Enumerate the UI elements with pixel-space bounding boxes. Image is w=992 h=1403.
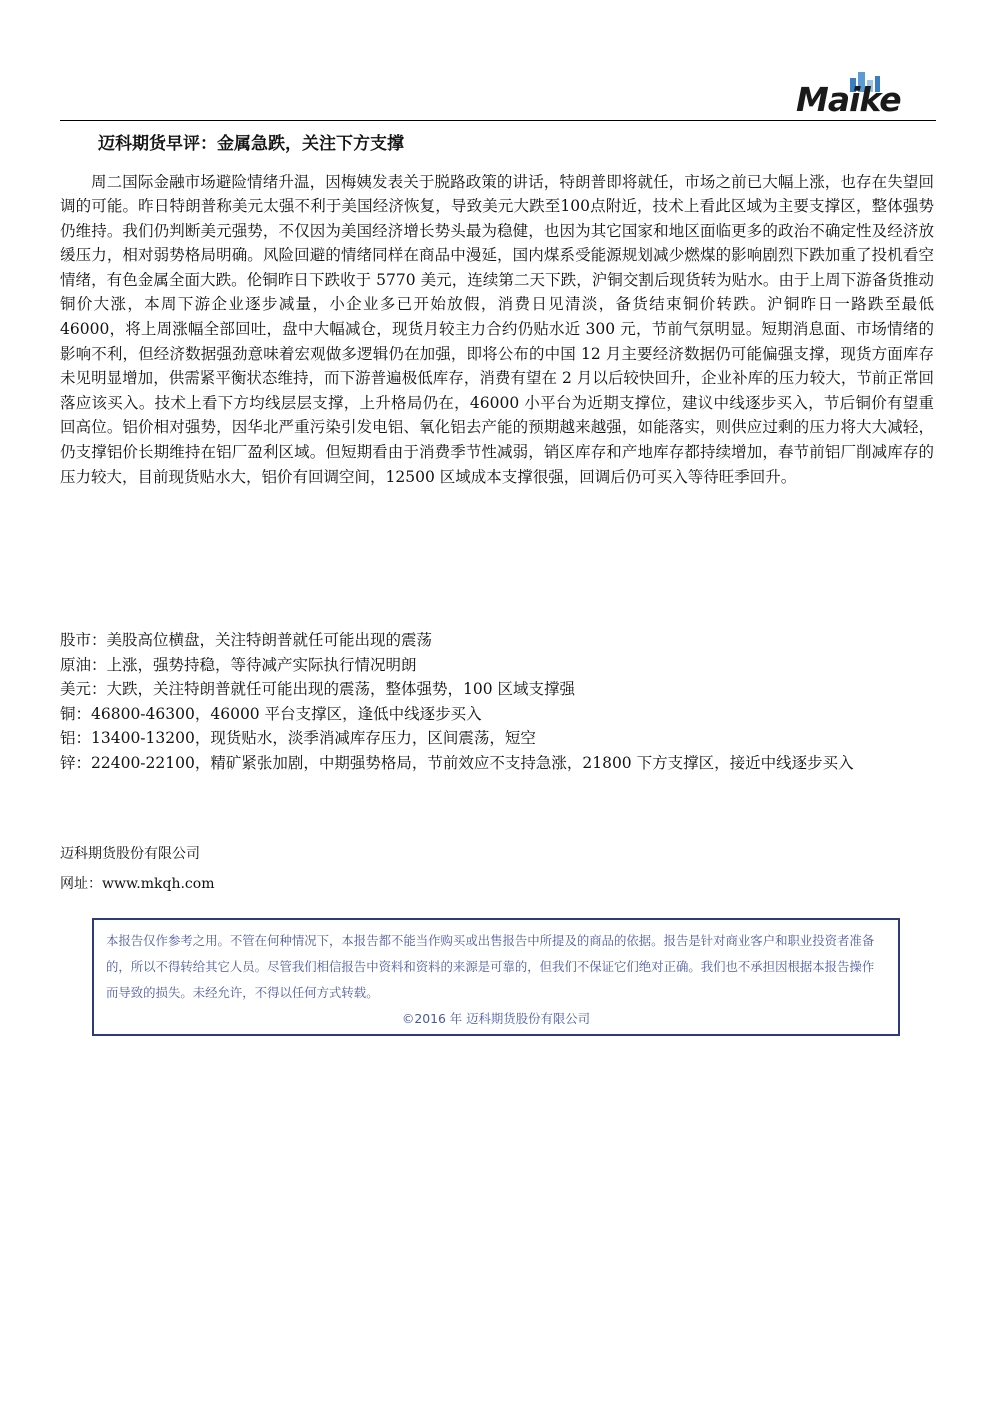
copyright-notice: ©2016 年 迈科期货股份有限公司: [401, 1011, 591, 1026]
disclaimer-text: 本报告仅作参考之用。不管在何种情况下，本报告都不能当作购买或出售报告中所提及的商品的依据。报告是针对商业客户和职业投资者准备的，所以不得转给其它人员。尽管我们相信报告中资料和资料的来源是可靠的，但我们不保证它们绝对正确。我们也不承担因根据本报告操作而导致的损失。未经允许，不得以任何方式转载。: [106, 933, 875, 1000]
summary-zinc: 锌：22400-22100，精矿紧张加剧，中期强势格局，节前效应不支持急涨，21800 下方支撑区，接近中线逐步买入: [60, 753, 854, 772]
market-summary: [60, 628, 934, 776]
document-title: 迈科期货早评：金属急跌，关注下方支撑: [98, 134, 404, 154]
company-name: 迈科期货股份有限公司: [60, 846, 200, 862]
summary-crude-oil: 原油：上涨，强势持稳，等待减产实际执行情况明朗: [60, 655, 417, 674]
logo-wordmark: Maike: [796, 80, 901, 119]
header-divider: [60, 120, 936, 121]
summary-usd: 美元：大跌，关注特朗普就任可能出现的震荡，整体强势，100 区域支撑强: [60, 680, 576, 699]
company-logo: [790, 70, 940, 120]
summary-copper: 铜：46800-46300，46000 平台支撑区，逢低中线逐步买入: [60, 704, 482, 723]
disclaimer-box: [92, 918, 900, 1036]
summary-aluminum: 铝：13400-13200，现货贴水，淡季消减库存压力，区间震荡，短空: [60, 729, 536, 748]
company-info: [60, 839, 214, 899]
commentary-paragraph: 周二国际金融市场避险情绪升温，因梅姨发表关于脱路政策的讲话，特朗普即将就任，市场之前已大幅上涨，也存在失望回调的可能。昨日特朗普称美元太强不利于美国经济恢复，导致美元大跌至100点附近，技术上看此区域为主要支撑区，整体强势仍维持。我们仍判断美元强势，不仅因为美国经济增长势头最为稳健，也因为其它国家和地区面临更多的政治不确定性及经济放缓压力，相对弱势格局明确。风险回避的情绪同样在商品中漫延，国内煤系受能源规划减少燃煤的影响剧烈下跌加重了投机看空情绪，有色金属全面大跌。伦铜昨日下跌收于 5770 美元，连续第二天下跌，沪铜交割后现货转为贴水。由于上周下游备货推动铜价大涨，本周下游企业逐步减量，小企业多已开始放假，消费日见清淡，备货结束铜价转跌。沪铜昨日一路跌至最低 46000，将上周涨幅全部回吐，盘中大幅减仓，现货月较主力合约仍贴水近 300 元，节前气氛明显。短期消息面、市场情绪的影响不利，但经济数据强劲意味着宏观做多逻辑仍在加强，即将公布的中国 12 月主要经济数据仍可能偏强支撑，现货方面库存未见明显增加，供需紧平衡状态维持，而下游普遍极低库存，消费有望在 2 月以后较快回升，企业补库的压力较大，节前正常回落应该买入。技术上看下方均线层层支撑，上升格局仍在，46000 小平台为近期支撑位，建议中线逐步买入，节后铜价有望重回高位。铝价相对强势，因华北严重污染引发电铝、氧化铝去产能的预期越来越强，如能落实，则供应过剩的压力将大大减轻，仍支撑铝价长期维持在铝厂盈利区域。但短期看由于消费季节性减弱，销区库存和产地库存都持续增加，春节前铝厂削减库存的压力较大，目前现货贴水大，铝价有回调空间，12500 区域成本支撑很强，回调后仍可买入等待旺季回升。: [60, 172, 934, 486]
company-website: 网址：www.mkqh.com: [60, 876, 215, 892]
summary-stocks: 股市：美股高位横盘，关注特朗普就任可能出现的震荡: [60, 631, 433, 649]
